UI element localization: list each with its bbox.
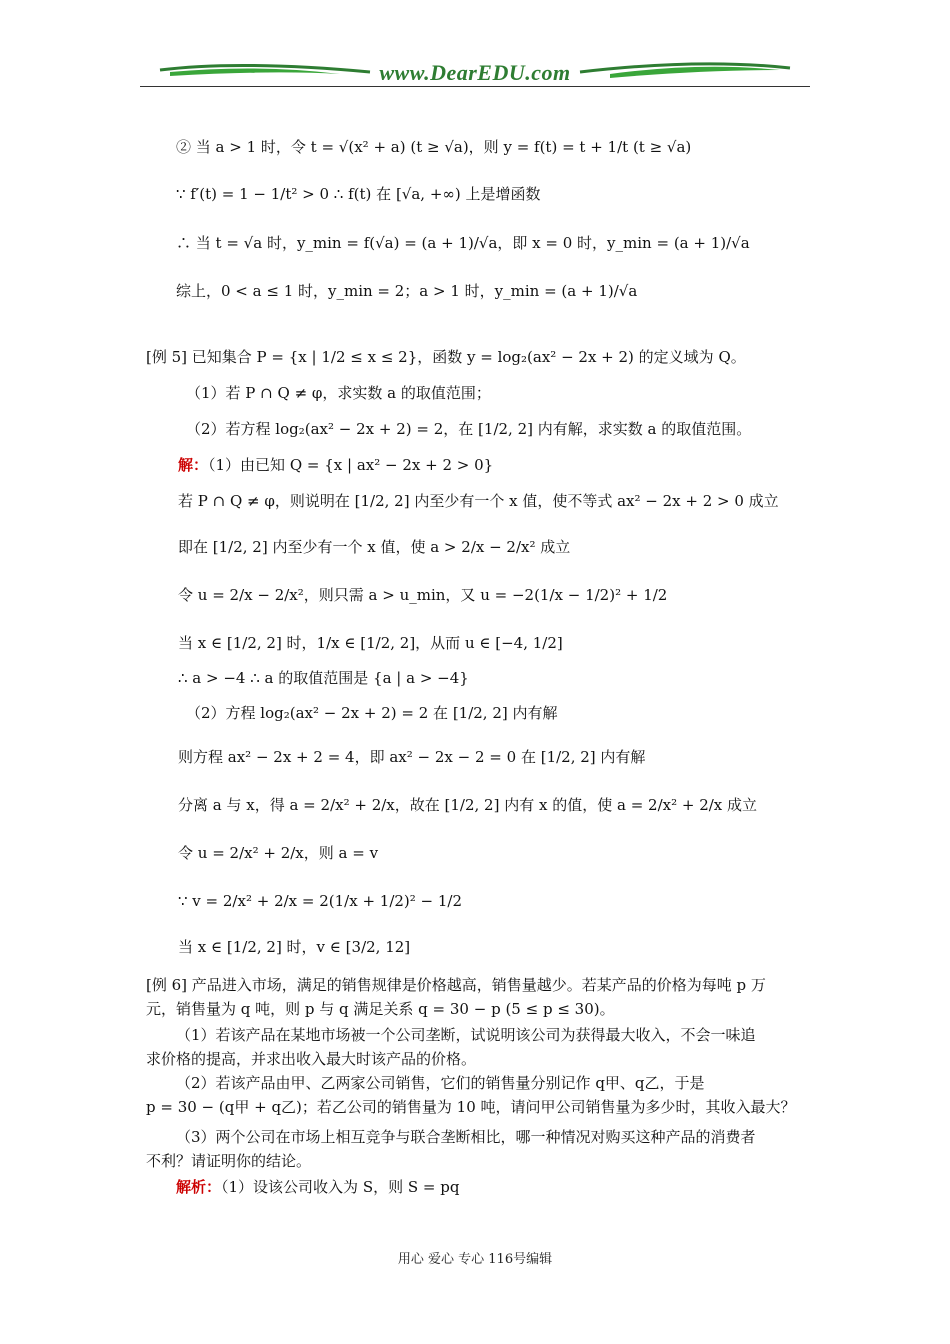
text-line: 综上，0 < a ≤ 1 时，y_min = 2；a > 1 时，y_min = (a + 1)/√a [176, 282, 638, 300]
text-line: 分离 a 与 x，得 a = 2/x² + 2/x，故在 [1/2, 2] 内有 x 的值，使 a = 2/x² + 2/x 成立 [178, 796, 758, 814]
question-2: （2）若该产品由甲、乙两家公司销售，它们的销售量分别记作 q甲、q乙，于是 [176, 1074, 705, 1092]
text-line: ② 当 a > 1 时，令 t = √(x² + a) (t ≥ √a)，则 y = f(t) = t + 1/t (t ≥ √a) [176, 138, 692, 156]
text-line: ∴ a > −4 ∴ a 的取值范围是 {a | a > −4} [178, 669, 469, 687]
text-line: ∴ 当 t = √a 时，y_min = f(√a) = (a + 1)/√a，即 x = 0 时，y_min = (a + 1)/√a [176, 234, 750, 252]
text-line: 不利？请证明你的结论。 [146, 1152, 312, 1170]
header-divider [140, 86, 810, 87]
question-2: （2）若方程 log₂(ax² − 2x + 2) = 2，在 [1/2, 2] 内有解，求实数 a 的取值范围。 [186, 420, 752, 438]
analysis-label: 解析： [176, 1178, 222, 1196]
text-line: 则方程 ax² − 2x + 2 = 4，即 ax² − 2x − 2 = 0 在 [1/2, 2] 内有解 [178, 748, 646, 766]
text-line: 求价格的提高，并求出收入最大时该产品的价格。 [146, 1050, 477, 1068]
solution-line: 解：（1）由已知 Q = {x | ax² − 2x + 2 > 0} [178, 456, 494, 474]
question-3: （3）两个公司在市场上相互竞争与联合垄断相比，哪一种情况对购买这种产品的消费者 [176, 1128, 756, 1146]
text-line: （2）方程 log₂(ax² − 2x + 2) = 2 在 [1/2, 2] 内有解 [186, 704, 558, 722]
text-line: p = 30 − (q甲 + q乙)；若乙公司的销售量为 10 吨，请问甲公司销售量为多少时，其收入最大？ [146, 1098, 796, 1116]
text-line: 即在 [1/2, 2] 内至少有一个 x 值，使 a > 2/x − 2/x² 成立 [178, 538, 571, 556]
text-line: 令 u = 2/x − 2/x²，则只需 a > u_min，又 u = −2(1/x − 1/2)² + 1/2 [178, 586, 668, 604]
question-1: （1）若 P ∩ Q ≠ φ，求实数 a 的取值范围； [186, 384, 491, 402]
site-logo[interactable]: www.DearEDU.com [379, 60, 571, 85]
text-line: 令 u = 2/x² + 2/x，则 a = v [178, 844, 379, 862]
text-line: 当 x ∈ [1/2, 2] 时，1/x ∈ [1/2, 2]，从而 u ∈ [−4, 1/2] [178, 634, 563, 652]
example-6-heading: [例 6] 产品进入市场，满足的销售规律是价格越高，销售量越少。若某产品的价格为每吨 p 万 [146, 976, 766, 994]
page-footer: 用心 爱心 专心 116号编辑 [397, 1252, 553, 1267]
text-line: ∵ v = 2/x² + 2/x = 2(1/x + 1/2)² − 1/2 [178, 892, 463, 910]
text-line: ∵ f′(t) = 1 − 1/t² > 0 ∴ f(t) 在 [√a, +∞) 上是增函数 [176, 185, 541, 203]
example-5-heading: [例 5] 已知集合 P = {x | 1/2 ≤ x ≤ 2}，函数 y = log₂(ax² − 2x + 2) 的定义域为 Q。 [146, 348, 746, 366]
question-1: （1）若该产品在某地市场被一个公司垄断，试说明该公司为获得最大收入，不会一味追 [176, 1026, 756, 1044]
solution-label: 解： [178, 456, 209, 474]
analysis-line: 解析：（1）设该公司收入为 S，则 S = pq [176, 1178, 460, 1196]
text-line: 元，销售量为 q 吨，则 p 与 q 满足关系 q = 30 − p (5 ≤ p ≤ 30)。 [146, 1000, 615, 1018]
text-line: 当 x ∈ [1/2, 2] 时，v ∈ [3/2, 12] [178, 938, 411, 956]
text-line: 若 P ∩ Q ≠ φ，则说明在 [1/2, 2] 内至少有一个 x 值，使不等式 ax² − 2x + 2 > 0 成立 [178, 492, 779, 510]
